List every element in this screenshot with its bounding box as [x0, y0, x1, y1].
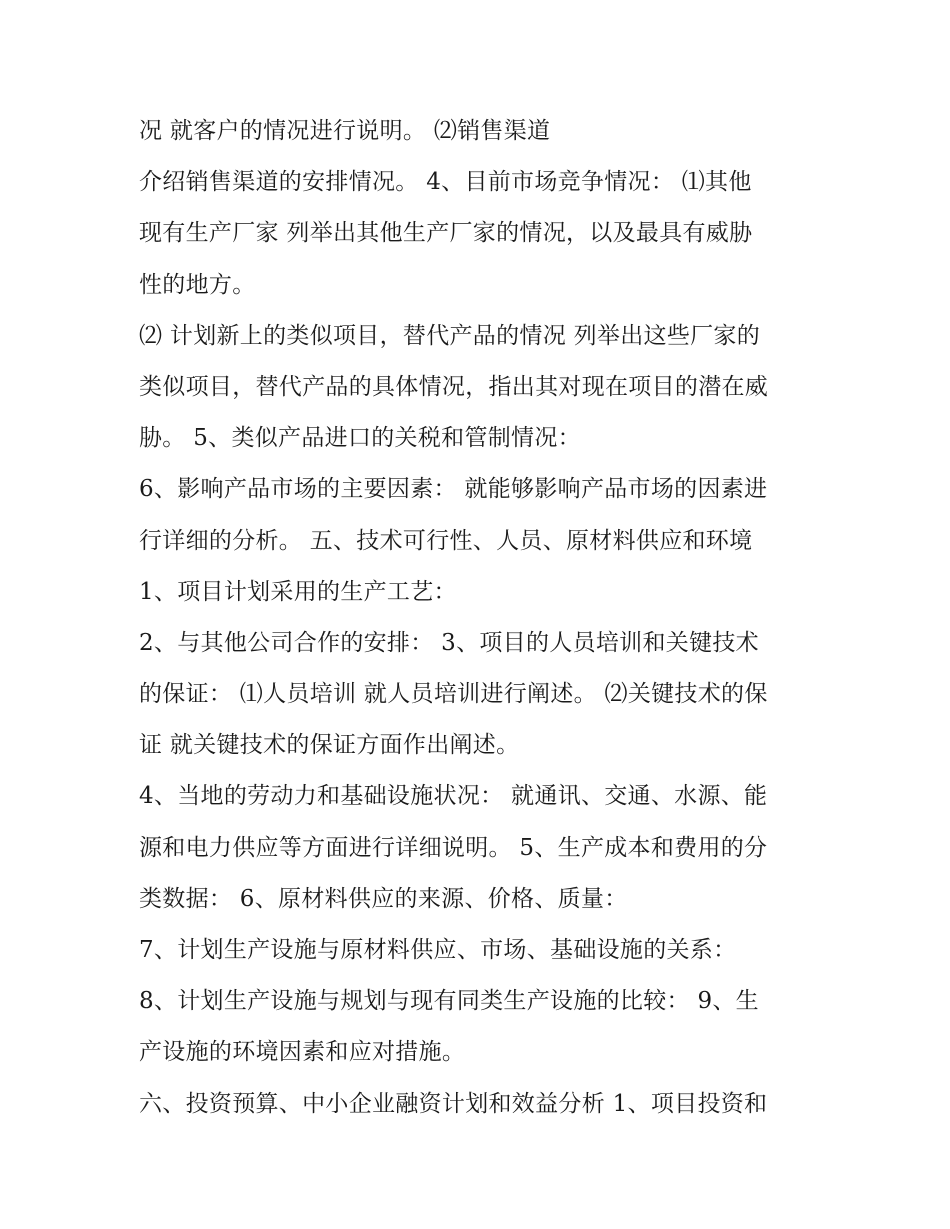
- text-line: 6、影响产品市场的主要因素： 就能够影响产品市场的因素进: [139, 476, 768, 503]
- text-line: ⑵ 计划新上的类似项目，替代产品的情况 列举出这些厂家的: [139, 322, 761, 349]
- text-line: 2、与其他公司合作的安排： 3、项目的人员培训和关键技术: [139, 629, 759, 656]
- text-line: 性的地方。: [139, 271, 256, 298]
- text-line: 源和电力供应等方面进行详细说明。 5、生产成本和费用的分: [139, 834, 768, 861]
- text-line: 现有生产厂家 列举出其他生产厂家的情况，以及最具有威胁: [139, 220, 753, 247]
- text-line: 行详细的分析。 五、技术可行性、人员、原材料供应和环境: [139, 527, 753, 554]
- text-line: 的保证： ⑴人员培训 就人员培训进行阐述。 ⑵关键技术的保: [139, 681, 768, 708]
- text-line: 六、投资预算、中小企业融资计划和效益分析 1、项目投资和: [139, 1090, 768, 1117]
- text-line: 况 就客户的情况进行说明。 ⑵销售渠道: [139, 118, 551, 144]
- text-line: 类似项目，替代产品的具体情况，指出其对现在项目的潜在威: [139, 373, 769, 400]
- text-line: 介绍销售渠道的安排情况。 4、目前市场竞争情况： ⑴其他: [139, 169, 752, 196]
- text-line: 胁。 5、类似产品进口的关税和管制情况：: [139, 425, 581, 452]
- text-line: 1、项目计划采用的生产工艺：: [139, 578, 457, 605]
- text-line: 类数据： 6、原材料供应的来源、价格、质量：: [139, 885, 628, 912]
- text-line: 7、计划生产设施与原材料供应、市场、基础设施的关系：: [139, 937, 737, 963]
- body-text: [139, 106, 819, 1130]
- text-line: 4、当地的劳动力和基础设施状况： 就通讯、交通、水源、能: [139, 783, 768, 810]
- text-line: 产设施的环境因素和应对措施。: [139, 1039, 466, 1066]
- text-line: 证 就关键技术的保证方面作出阐述。: [139, 732, 520, 759]
- text-line: 8、计划生产设施与规划与现有同类生产设施的比较： 9、生: [139, 988, 759, 1015]
